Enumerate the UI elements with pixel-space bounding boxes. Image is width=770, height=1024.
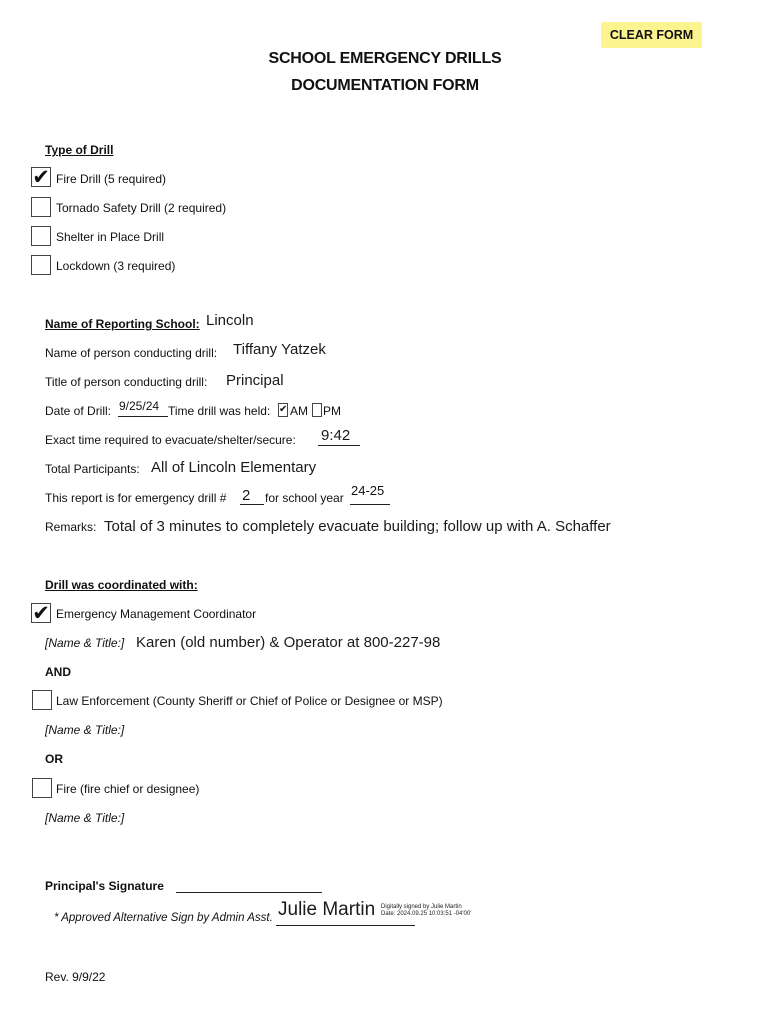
am-checkbox[interactable]: ✔	[279, 404, 288, 415]
or-label: OR	[45, 752, 63, 766]
drill-date-label: Date of Drill:	[45, 404, 112, 418]
person-name-field[interactable]: Tiffany Yatzek	[233, 341, 326, 358]
lockdown-drill-label: Lockdown (3 required)	[56, 259, 176, 273]
exact-time-label: Exact time required to evacuate/shelter/secure:	[45, 433, 296, 447]
signer-name[interactable]: Julie Martin	[278, 899, 376, 920]
coordinated-with-heading: Drill was coordinated with:	[45, 578, 198, 592]
pm-label: PM	[323, 404, 341, 418]
participants-field[interactable]: All of Lincoln Elementary	[151, 459, 317, 476]
principal-signature-label: Principal's Signature	[45, 879, 164, 893]
remarks-field[interactable]: Total of 3 minutes to completely evacuate building; follow up with A. Schaffer	[104, 518, 611, 535]
emc-name-title-label: [Name & Title:]	[45, 636, 125, 650]
form-title-line2: DOCUMENTATION FORM	[291, 77, 479, 94]
law-enforcement-label: Law Enforcement (County Sheriff or Chief of Police or Designee or MSP)	[56, 694, 443, 708]
principal-signature-line[interactable]	[176, 892, 322, 893]
pm-checkbox[interactable]	[312, 403, 322, 417]
fire-name-title-label: [Name & Title:]	[45, 811, 125, 825]
revision-label: Rev. 9/9/22	[45, 970, 106, 984]
fire-chief-checkbox[interactable]	[32, 778, 52, 798]
fire-drill-checkbox[interactable]: ✔	[32, 165, 50, 189]
shelter-drill-checkbox[interactable]	[31, 226, 51, 246]
exact-time-underline	[318, 445, 360, 446]
alt-signature-line	[276, 925, 415, 926]
shelter-drill-label: Shelter in Place Drill	[56, 230, 165, 244]
form-title-line1: SCHOOL EMERGENCY DRILLS	[268, 50, 502, 67]
exact-time-field[interactable]: 9:42	[321, 427, 351, 444]
law-name-title-label: [Name & Title:]	[45, 723, 125, 737]
drill-date-underline	[118, 416, 168, 417]
and-label: AND	[45, 665, 71, 679]
remarks-label: Remarks:	[45, 520, 97, 534]
lockdown-drill-checkbox[interactable]	[31, 255, 51, 275]
school-year-underline	[350, 504, 390, 505]
drill-number-label: This report is for emergency drill #	[45, 491, 227, 505]
clear-form-button[interactable]: CLEAR FORM	[601, 22, 702, 48]
school-name-label: Name of Reporting School:	[45, 317, 200, 331]
tornado-drill-checkbox[interactable]	[31, 197, 51, 217]
fire-chief-label: Fire (fire chief or designee)	[56, 782, 200, 796]
type-of-drill-heading: Type of Drill	[45, 143, 114, 157]
am-label: AM	[290, 404, 308, 418]
emc-name-title-field[interactable]: Karen (old number) & Operator at 800-227-98	[136, 634, 441, 651]
school-name-field[interactable]: Lincoln	[206, 312, 254, 329]
time-held-label: Time drill was held:	[168, 404, 271, 418]
person-title-field[interactable]: Principal	[226, 372, 284, 389]
school-year-label: for school year	[265, 491, 344, 505]
drill-date-field[interactable]: 9/25/24	[119, 399, 160, 413]
tornado-drill-label: Tornado Safety Drill (2 required)	[56, 201, 227, 215]
alt-sign-label: * Approved Alternative Sign by Admin Asst.	[54, 912, 273, 924]
digital-signature-line2: Date: 2024.09.25 10:03:51 -04'00'	[381, 911, 472, 917]
participants-label: Total Participants:	[45, 462, 140, 476]
drill-number-field[interactable]: 2	[242, 487, 251, 504]
drill-number-underline	[240, 504, 264, 505]
person-name-label: Name of person conducting drill:	[45, 346, 218, 360]
fire-drill-label: Fire Drill (5 required)	[56, 172, 167, 186]
emc-label: Emergency Management Coordinator	[56, 607, 257, 621]
school-year-field[interactable]: 24-25	[351, 483, 385, 498]
digital-signature-line1: Digitally signed by Julie Martin	[381, 904, 462, 910]
emc-checkbox[interactable]: ✔	[32, 601, 50, 625]
law-enforcement-checkbox[interactable]	[32, 690, 52, 710]
person-title-label: Title of person conducting drill:	[45, 375, 208, 389]
